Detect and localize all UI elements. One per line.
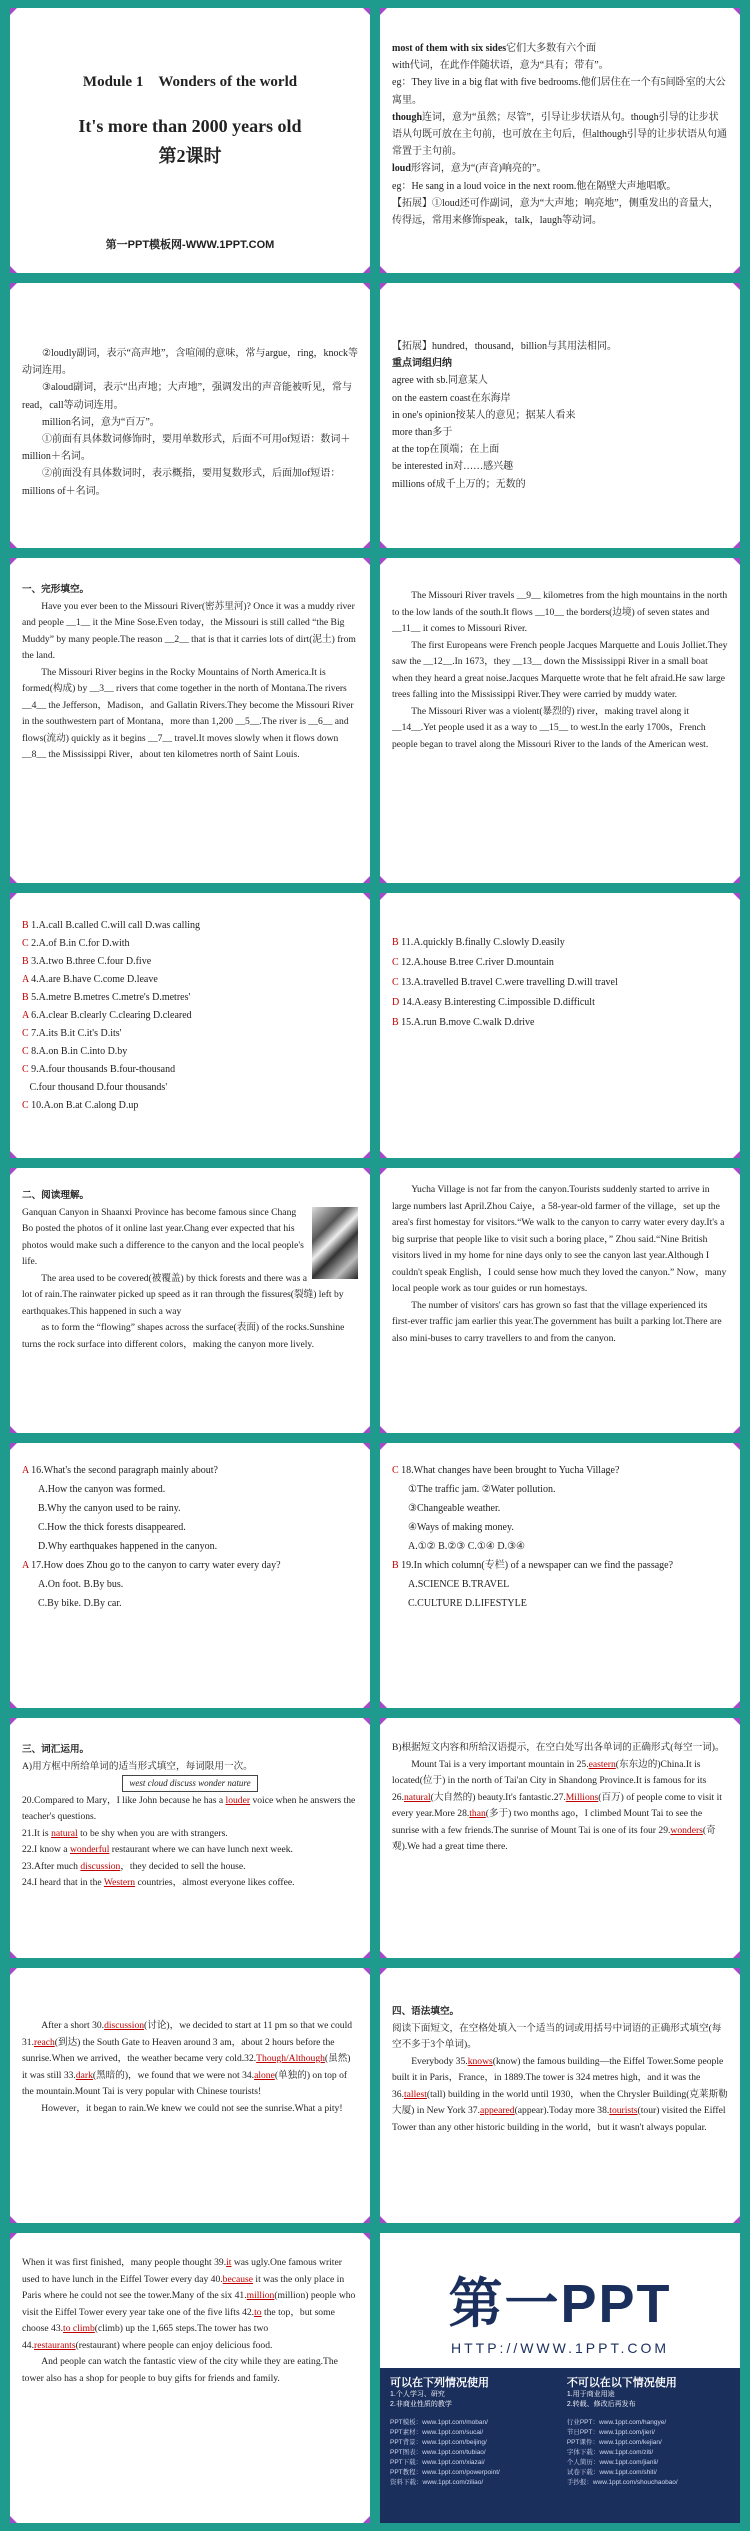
option-row — [392, 973, 728, 993]
option-text: A.easy B.interesting C.impossible D.difficult — [414, 997, 595, 1008]
question — [22, 1556, 358, 1575]
question-number: 11. — [401, 937, 414, 948]
option-text: A.on B.at C.along D.up — [43, 1100, 139, 1111]
passage-paragraph: The Missouri River was a violent(暴烈的) river，making travel along it __14__.Yet people used it as a way to __15__ to west.In the early 1700s，French people began to travel along the Missouri River to the lands of the American west. — [392, 705, 709, 750]
answer-blank: appeared — [479, 2105, 515, 2116]
answer-letter: B — [392, 937, 402, 948]
note-text: eg：He sang in a loud voice in the next room.他在隔壁大声地唱歌。 — [392, 180, 677, 192]
answer-letter: C — [22, 1064, 32, 1075]
forbidden-item: 1.用于商业用途 — [566, 2391, 615, 2398]
answer-blank: than — [469, 1808, 486, 1819]
brand-url: HTTP://WWW.1PPT.COM — [451, 2340, 669, 2356]
slide-vocabulary-a — [10, 1718, 370, 1958]
note-line — [392, 57, 728, 74]
question-number: 13. — [401, 977, 414, 988]
text: restaurant where we can have lunch next week. — [109, 1844, 293, 1855]
choice: C.How the thick forests disappeared. — [38, 1522, 186, 1533]
slide-phrases — [380, 283, 740, 548]
instruction-text: 阅读下面短文，在空格处填入一个适当的词或用括号中词语的正确形式填空(每空不多于3个单词)。 — [392, 2022, 722, 2050]
answer-letter: B — [392, 1560, 402, 1571]
slide-reading-questions-1 — [10, 1443, 370, 1708]
answer-letter: B — [22, 956, 32, 967]
passage-paragraph: The first Europeans were French people Jacques Marquette and Louis Jolliet.They saw the __12__.In 1673，they __13__ down the Mississippi River in a small boat when they heard a great noise.Jacques Marquette wrote that he felt afraid.He saw large trees falling into the Mississippi River.They were carried by muddy water. — [392, 639, 728, 700]
section-heading: 四、语法填空。 — [392, 2006, 460, 2017]
text: Mount Tai is a very important mountain in 25. — [411, 1758, 589, 1770]
resource-link: PPT图表：www.1ppt.com/tubiao/ — [390, 2448, 486, 2456]
option-row — [392, 953, 728, 973]
choice: A.On foot. B.By bus. — [38, 1579, 124, 1590]
slide-cloze-passage-1 — [10, 558, 370, 883]
option-row — [22, 953, 358, 971]
phrase-line: more than多于 — [392, 426, 453, 438]
text: (多于) two months ago，I climbed Mount Tai to see the sunrise with a few friends.The sunrise of Mount Tai is one of its four 29. — [392, 1808, 703, 1836]
slide-cloze-passage-2 — [380, 558, 740, 883]
option-row — [22, 1043, 358, 1061]
question-text: 16.What's the second paragraph mainly about? — [31, 1465, 218, 1476]
text: (大自然的) beauty.It's fantastic.27. — [430, 1791, 566, 1803]
text: (单独的) on top of the mountain.Mount Tai is very popular with Chinese tourists! — [22, 2069, 348, 2097]
question-number: 5. — [31, 992, 39, 1003]
answer-letter: A — [22, 1010, 32, 1021]
option-row — [22, 971, 358, 989]
choice: C.CULTURE D.LIFESTYLE — [408, 1598, 527, 1609]
option-text: C.four thousand D.four thousands' — [29, 1082, 168, 1093]
slide-cloze-options-2 — [380, 893, 740, 1158]
question-number: 10. — [31, 1100, 44, 1111]
keyword: most of them with six sides — [392, 43, 507, 54]
text: (tall) building in the world until 1930，when the Chrysler Building(克莱斯勒大厦) in New York 37. — [392, 2088, 728, 2116]
text: 20.Compared to Mary，I like John because he has a — [22, 1794, 226, 1806]
question-number: 15. — [401, 1017, 414, 1028]
answer-blank: reach — [34, 2036, 55, 2048]
passage-paragraph: The area used to be covered(被覆盖) by thick forests and there was a lot of rain.The rainwater picked up speed as it ran through the fissures(裂缝) left by earthquakes.This happened in such a way — [22, 1272, 344, 1317]
answer-blank: discussion — [104, 2020, 145, 2031]
passage-paragraph: Have you ever been to the Missouri River(密苏里河)? Once it was a muddy river and people __1__ it the Mine Sose.Even today，the Missouri is still called “the Big Muddy” by many people.The reason __2__ that is that it carries lots of dirt(泥土) from the land. — [22, 600, 356, 661]
answer-letter — [22, 1082, 30, 1093]
option-text: A.its B.it C.it's D.its' — [38, 1028, 122, 1039]
slide-notes-2 — [10, 283, 370, 548]
note-line — [392, 40, 728, 57]
note-text: 【拓展】①loud还可作副词，意为“大声地；响亮地”，侧重发出的音量大，传得远，常用来修饰speak，talk，laugh等动词。 — [392, 197, 719, 226]
note-text: 它们大多数有六个面 — [506, 43, 597, 54]
slide-reading-passage-1 — [10, 1168, 370, 1433]
text: (黑暗的)，we found that we were not 34. — [92, 2069, 255, 2081]
question-text: 17.How does Zhou go to the canyon to carry water every day? — [31, 1560, 281, 1571]
lesson-title: It's more than 2000 years old — [78, 116, 302, 136]
phrase-line: agree with sb.同意某人 — [392, 375, 488, 387]
slide-reading-questions-2 — [380, 1443, 740, 1708]
resource-link: 节日PPT：www.1ppt.com/jieri/ — [566, 2428, 655, 2436]
source-label: 第一PPT模板网-WWW.1PPT.COM — [105, 239, 275, 251]
text: After a short 30. — [41, 2020, 105, 2031]
slide-vocabulary-b-cont — [10, 1968, 370, 2223]
answer-blank: to — [254, 2306, 262, 2318]
text: voice when he answers the teacher's questions. — [22, 1794, 356, 1822]
text: 21.It is — [22, 1827, 52, 1839]
answer-blank: alone — [254, 2069, 275, 2081]
module-title: Module 1 Wonders of the world — [82, 74, 298, 90]
text: (百万) of people come to visit it every year. — [392, 1791, 722, 1819]
answer-letter: C — [22, 1100, 32, 1111]
choice: A.①② B.②③ C.①④ D.③④ — [408, 1541, 526, 1552]
answer-blank: discussion — [80, 1860, 121, 1872]
question-number: 14. — [401, 997, 415, 1008]
forbidden-item: 2.转载、修改后再发布 — [566, 2400, 636, 2408]
text: (climb) up the 1,665 steps.The tower has two 44. — [22, 2323, 269, 2351]
answer-blank: eastern — [588, 1758, 616, 1770]
answer-blank: restaurants — [34, 2339, 76, 2351]
answer-letter: A — [22, 1465, 32, 1476]
option-text: A.of B.in C.for D.with — [38, 938, 130, 949]
text: (讨论)，we decided to start at 11 pm so that we could 31. — [22, 2020, 353, 2048]
choice: A.SCIENCE B.TRAVEL — [408, 1579, 510, 1590]
note-line: ①前面有具体数词修饰时，要用单数形式，后面不可用of短语：数词＋million＋名词。 — [22, 433, 351, 463]
text: ，they decided to sell the house. — [120, 1860, 246, 1872]
section-heading: 一、完形填空。 — [22, 584, 90, 595]
text: (东东边的)China.It is located(位于) in the north of Tai'an City in Shandong Province.It is famous for its 26. — [392, 1758, 707, 1803]
option-row — [22, 1097, 358, 1115]
answer-letter: D — [392, 997, 402, 1008]
vocab-item — [22, 1875, 358, 1892]
resource-link: PPT素材：www.1ppt.com/sucai/ — [390, 2428, 484, 2436]
text: (到达) the South Gate to Heaven around 3 am，about 2 hours before the sunrise.When we arrived，the weather became very cold.32. — [22, 2036, 335, 2064]
answer-letter: B — [22, 920, 32, 931]
answer-blank: to climb — [63, 2323, 95, 2334]
text: was ugly.One famous writer used to have lunch in the Eiffel Tower every day 40. — [22, 2257, 342, 2285]
phrase-line: be interested in对……感兴趣 — [392, 461, 514, 473]
answer-letter: C — [392, 1465, 402, 1476]
note-line — [392, 195, 728, 229]
note-line: ②前面没有具体数词时，表示概指，要用复数形式，后面加of短语：millions of＋名词。 — [22, 468, 341, 497]
keyword: loud — [392, 163, 411, 175]
passage-paragraph: Yucha Village is not far from the canyon.Tourists suddenly started to arrive in large numbers last April.Zhou Caiye，a 58-year-old farmer of the village，set up the area's first homestay for visitors.“We walk to the canyon to carry water every day.It's a big surprise that people like to visit such a boring place，” Zhou said.“Nine British visitors lived in my home for nine days only to see the canyon last year.Although I couldn't speak English，I could sense how much they loved the canyon.” Now，many local people work as tour guides or run homestays. — [392, 1184, 727, 1294]
resource-link: PPT课件：www.1ppt.com/kejian/ — [566, 2438, 662, 2446]
question-number: 7. — [31, 1028, 39, 1039]
resource-link: 行业PPT：www.1ppt.com/hangye/ — [566, 2418, 667, 2426]
answer-blank: Western — [103, 1877, 136, 1888]
option-row — [22, 1079, 358, 1097]
slide-brand-footer — [380, 2233, 740, 2523]
choice: ④Ways of making money. — [408, 1522, 514, 1533]
option-row — [22, 1061, 358, 1079]
slide-reading-passage-2 — [380, 1168, 740, 1433]
question-number: 1. — [31, 920, 39, 931]
answer-blank: louder — [225, 1794, 251, 1806]
text: Many of the six 41. — [171, 2290, 247, 2301]
slide-cloze-options-1 — [10, 893, 370, 1158]
note-line — [392, 178, 728, 195]
answer-blank: wonderful — [69, 1844, 110, 1855]
answer-blank: million — [246, 2290, 275, 2301]
resource-link: 个人简历：www.1ppt.com/jianli/ — [566, 2458, 659, 2466]
text: More 28. — [434, 1808, 470, 1819]
text: (restaurant) where people can enjoy delicious food. — [75, 2339, 273, 2351]
note-text: 连词，意为“虽然；尽管”，引导让步状语从句。though引导的让步状语从句既可放在主句前，也可放在主句后，但although引导的让步状语从句通常置于主句前。 — [392, 111, 727, 158]
option-row — [22, 989, 358, 1007]
answer-letter: C — [22, 1046, 32, 1057]
choice: ③Changeable weather. — [408, 1503, 501, 1514]
option-text: A.run B.move C.walk D.drive — [413, 1017, 535, 1028]
answer-blank: knows — [467, 2055, 493, 2067]
option-text: A.quickly B.finally C.slowly D.easily — [413, 937, 565, 948]
phrase-line: 【拓展】hundred，thousand，billion与其用法相同。 — [392, 341, 617, 352]
text: Today more 38. — [548, 2105, 610, 2116]
text: (奇观).We had a great time there. — [392, 1824, 716, 1852]
answer-blank: tourists — [609, 2105, 638, 2116]
option-row — [22, 917, 358, 935]
question-text: 18.What changes have been brought to Yucha Village? — [401, 1465, 620, 1476]
option-row — [392, 993, 728, 1013]
option-row — [392, 1013, 728, 1033]
text: 22.I know a — [22, 1844, 70, 1855]
text: 24.I heard that in the — [22, 1877, 104, 1888]
option-text: A.travelled B.travel C.were travelling D.will travel — [413, 977, 618, 988]
passage-paragraph: Ganquan Canyon in Shaanxi Province has become famous since Chang Bo posted the photos of it online last year.Chang ever expected that his photos would make such a difference to the canyon and the local people's life. — [22, 1206, 304, 1267]
question-number: 2. — [31, 938, 39, 949]
answer-blank: tallest — [404, 2088, 427, 2100]
answer-letter: C — [22, 1028, 32, 1039]
note-text: eg：They live in a big flat with five bedrooms.他们居住在一个有5间卧室的大公寓里。 — [392, 77, 726, 106]
text: (million) people who visit the Eiffel Tower every year take one of the five lifts 42. — [22, 2290, 356, 2318]
option-text: A.two B.three C.four D.five — [38, 956, 152, 967]
answer-blank: Millions — [565, 1791, 599, 1803]
option-text: A.call B.called C.will call D.was calling — [38, 920, 201, 931]
resource-link: PPT背景：www.1ppt.com/beijing/ — [390, 2438, 487, 2446]
question-number: 6. — [31, 1010, 39, 1021]
choice: ①The traffic jam. ②Water pollution. — [408, 1484, 556, 1495]
resource-link: 手抄报：www.1ppt.com/shouchaobao/ — [566, 2478, 678, 2486]
phrase-line: in one's opinion按某人的意见；据某人看来 — [392, 409, 576, 421]
resource-link: PPT模板：www.1ppt.com/moban/ — [390, 2418, 488, 2426]
text: it was the only place in Paris where he could not see the tower. — [22, 2273, 345, 2301]
phrase-line: at the top在顶端；在上面 — [392, 444, 500, 456]
slide-title — [10, 8, 370, 273]
answer-blank: natural — [404, 1791, 431, 1803]
resource-link: PPT教程：www.1ppt.com/powerpoint/ — [390, 2468, 500, 2476]
question-text: 19.In which column(专栏) of a newspaper can we find the passage? — [401, 1560, 674, 1571]
text: Everybody 35. — [411, 2055, 468, 2067]
choice: A.How the canyon was formed. — [38, 1484, 166, 1495]
option-text: A.four thousands B.four-thousand — [38, 1064, 176, 1075]
question-number: 8. — [31, 1046, 39, 1057]
note-text: with代词，在此作伴随状语，意为“具有；带有”。 — [392, 60, 609, 72]
answer-letter: A — [22, 1560, 32, 1571]
text: (appear). — [514, 2105, 549, 2116]
allowed-title: 可以在下列情况使用 — [390, 2377, 489, 2389]
vocab-item — [22, 1793, 358, 1826]
passage-paragraph: as to form the “flowing” shapes across the surface(表面) of the rocks.Sunshine turns the rock surface into different colors，making the canyon more lively. — [22, 1322, 345, 1350]
slide-grammar-fill-2 — [10, 2233, 370, 2523]
canyon-photo — [312, 1207, 358, 1279]
phrase-line: millions of成千上万的；无数的 — [392, 478, 526, 490]
question — [392, 1461, 728, 1480]
note-line: ②loudly副词，表示“高声地”，含喧闹的意味，常与argue，ring，knock等动词连用。 — [22, 348, 358, 377]
text: (know) the famous building—the Eiffel Tower.Some people built it in Paris，France，in 1889.The tower is 324 metres high，and it was the 36. — [392, 2055, 724, 2100]
lesson-number: 第2课时 — [158, 146, 222, 166]
note-line — [392, 160, 728, 177]
resource-link: PPT下载：www.1ppt.com/xiazai/ — [390, 2458, 485, 2466]
text: the top，but some choose 43. — [22, 2306, 335, 2334]
answer-blank: wonders — [670, 1824, 703, 1836]
answer-letter: A — [22, 974, 32, 985]
allowed-item: 1.个人学习、研究 — [390, 2391, 445, 2398]
option-row — [22, 935, 358, 953]
question-number: 4. — [31, 974, 39, 985]
option-text: A.are B.have C.come D.leave — [38, 974, 158, 985]
answer-blank: it — [226, 2257, 232, 2268]
keyword: though — [392, 111, 423, 123]
question-number: 12. — [401, 957, 414, 968]
note-line: million名词，意为“百万”。 — [42, 416, 160, 428]
option-row — [22, 1025, 358, 1043]
text: 23.After much — [22, 1860, 81, 1872]
question-number: 9. — [31, 1064, 39, 1075]
text: (虽然) it was still 33. — [22, 2053, 351, 2081]
word-box: west cloud discuss wonder nature — [122, 1775, 257, 1792]
slide-vocabulary-b — [380, 1718, 740, 1958]
section-heading: 三、词汇运用。 — [22, 1744, 90, 1755]
option-text: A.house B.tree C.river D.mountain — [413, 957, 554, 968]
allowed-item: 2.非商业性质的教学 — [390, 2400, 452, 2408]
passage-paragraph: However，it began to rain.We knew we could not see the sunrise.What a pity! — [41, 2102, 343, 2114]
answer-blank: because — [222, 2273, 254, 2285]
question-number: 3. — [31, 956, 39, 967]
choice: B.Why the canyon used to be rainy. — [38, 1503, 181, 1514]
vocab-item — [22, 1859, 358, 1876]
answer-letter: B — [392, 1017, 402, 1028]
instruction-text: B)根据短文内容和所给汉语提示，在空白处写出各单词的正确形式(每空一词)。 — [392, 1742, 725, 1753]
choice: C.By bike. D.By car. — [38, 1598, 122, 1609]
option-text: A.on B.in C.into D.by — [38, 1046, 128, 1057]
note-text: 形容词，意为“(声音)响亮的”。 — [410, 163, 547, 175]
instruction-text: A)用方框中所给单词的适当形式填空，每词限用一次。 — [22, 1760, 253, 1772]
passage-paragraph: And people can watch the fantastic view of the city while they are eating.The tower also has a shop for people to buy gifts for friends and family. — [22, 2356, 338, 2384]
passage-paragraph: The Missouri River travels __9__ kilometres from the high mountains in the north to the low lands of the south.It flows __10__ the borders(边境) of seven states and __11__ it comes to Missouri River. — [392, 590, 728, 634]
phrase-line: on the eastern coast在东海岸 — [392, 392, 511, 404]
choice: D.Why earthquakes happened in the canyon. — [38, 1541, 218, 1552]
subheading: 重点词组归纳 — [392, 358, 452, 370]
answer-letter: C — [392, 957, 402, 968]
resource-link: 资料下载：www.1ppt.com/ziliao/ — [390, 2478, 484, 2486]
answer-letter: C — [22, 938, 32, 949]
note-line: ③aloud副词，表示“出声地；大声地”，强调发出的声音能被听见，常与read，call等动词连用。 — [22, 382, 353, 411]
vocab-item — [22, 1842, 358, 1859]
text: countries，almost everyone likes coffee. — [135, 1877, 295, 1888]
answer-blank: Though/Although — [256, 2053, 325, 2064]
vocab-item — [22, 1826, 358, 1843]
text: (tour) visited the Eiffel Tower than any other historic building in the world，but it wasn't always popular. — [392, 2105, 726, 2133]
text: to be shy when you are with strangers. — [77, 1827, 228, 1839]
option-row — [22, 1007, 358, 1025]
resource-link: 试卷下载：www.1ppt.com/shiti/ — [566, 2468, 657, 2476]
passage-paragraph: The number of visitors' cars has grown so fast that the village experienced its first-ever traffic jam earlier this year.The government has built a parking lot.There are also mini-buses to carry travellers to and from the canyon. — [392, 1299, 722, 1344]
option-row — [392, 933, 728, 953]
answer-letter: B — [22, 992, 32, 1003]
slide-notes-1 — [380, 8, 740, 273]
section-heading: 二、阅读理解。 — [22, 1190, 90, 1201]
question — [22, 1461, 358, 1480]
option-text: A.clear B.clearly C.clearing D.cleared — [38, 1010, 192, 1021]
forbidden-title: 不可以在以下情况使用 — [566, 2377, 677, 2389]
slide-grammar-fill-1 — [380, 1968, 740, 2223]
note-line — [392, 74, 728, 108]
text: When it was first finished，many people thought 39. — [22, 2257, 227, 2268]
answer-letter: C — [392, 977, 402, 988]
question — [392, 1556, 728, 1575]
note-line — [392, 109, 728, 161]
brand-logo: 第一PPT — [448, 2274, 672, 2334]
option-text: A.metre B.metres C.metre's D.metres' — [38, 992, 191, 1003]
answer-blank: natural — [51, 1827, 78, 1839]
answer-blank: dark — [75, 2069, 93, 2081]
passage-paragraph: The Missouri River begins in the Rocky Mountains of North America.It is formed(构成) by __3__ rivers that come together in the north of Montana.The rivers __4__ the Jefferson，Madison，and Gallatin Rivers.They become the Missouri River in the southwestern part of Montana，more than 1,200 __5__.The river is __6__ and flows(流动) quickly as it begins __7__ travel.It moves slowly when it flows down __8__ the Mississippi River，about ten kilometres north of Saint Louis. — [22, 666, 354, 760]
resource-link: 字体下载：www.1ppt.com/ziti/ — [566, 2448, 654, 2456]
